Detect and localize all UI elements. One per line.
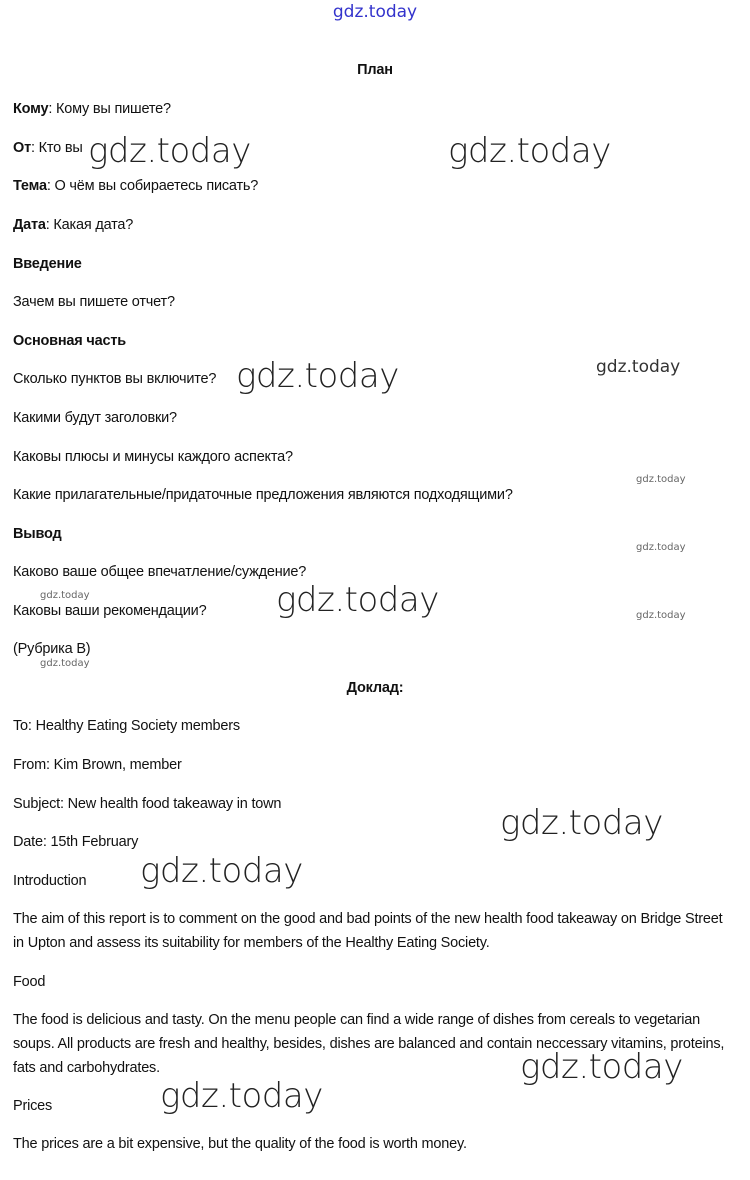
report-intro-heading: Introduction <box>13 873 87 889</box>
plan-conclusion-heading: Вывод <box>13 526 62 542</box>
watermark: gdz.today <box>500 803 663 843</box>
report-food-text: The food is delicious and tasty. On the menu people can find a wide range of dishes from cereals to vegetarian soups. All products are fresh and healthy, besides, dishes are balanced and contain neccessary vitamins, proteins, fats and carbohydrates. <box>13 1012 725 1076</box>
watermark: gdz.today <box>520 1047 683 1087</box>
report-food-heading: Food <box>13 974 46 990</box>
watermark-top: gdz.today <box>332 2 418 22</box>
watermark: gdz.today <box>276 580 439 620</box>
watermark: gdz.today <box>636 542 686 553</box>
watermark: gdz.today <box>236 356 399 396</box>
watermark: gdz.today <box>596 357 681 377</box>
plan-main-heading: Основная часть <box>13 333 126 349</box>
plan-date-label: Дата <box>13 217 46 233</box>
watermark: gdz.today <box>160 1076 323 1116</box>
plan-from <box>13 138 83 158</box>
report-title: Доклад: <box>346 680 404 696</box>
plan-rubric: (Рубрика B) <box>13 641 91 657</box>
plan-conclusion-question-2: Каковы ваши рекомендации? <box>13 603 207 619</box>
plan-intro-question: Зачем вы пишете отчет? <box>13 294 175 310</box>
report-prices-text: The prices are a bit expensive, but the quality of the food is worth money. <box>13 1136 467 1152</box>
report-prices-heading: Prices <box>13 1098 53 1114</box>
plan-subject <box>13 176 258 196</box>
report-date: Date: 15th February <box>13 834 139 850</box>
plan-main-question-1: Сколько пунктов вы включите? <box>13 371 217 387</box>
watermark: gdz.today <box>88 131 251 171</box>
watermark: gdz.today <box>140 851 303 891</box>
watermark: gdz.today <box>636 610 686 621</box>
plan-to-text: : Кому вы пишете? <box>48 101 171 117</box>
watermark: gdz.today <box>40 658 90 669</box>
plan-intro-heading: Введение <box>13 256 82 272</box>
plan-from-text: : Кто вы <box>30 140 83 156</box>
watermark: gdz.today <box>636 474 686 485</box>
plan-to-label: Кому <box>13 101 49 117</box>
plan-conclusion-question-1: Каково ваше общее впечатление/суждение? <box>13 564 307 580</box>
watermark: gdz.today <box>40 590 90 601</box>
plan-main-question-3: Каковы плюсы и минусы каждого аспекта? <box>13 449 293 465</box>
report-intro-text: The aim of this report is to comment on the good and bad points of the new health food takeaway on Bridge Street in Upton and assess its suitability for members of the Healthy Eating Society. <box>13 911 723 951</box>
plan-to <box>13 99 171 119</box>
report-to: To: Healthy Eating Society members <box>13 718 240 734</box>
plan-date-text: : Какая дата? <box>45 217 134 233</box>
plan-subject-text: : О чём вы собираетесь писать? <box>46 178 259 194</box>
report-subject: Subject: New health food takeaway in town <box>13 796 282 812</box>
plan-main-question-2: Какими будут заголовки? <box>13 410 177 426</box>
report-from: From: Kim Brown, member <box>13 757 182 773</box>
plan-subject-label: Тема <box>13 178 47 194</box>
watermark: gdz.today <box>448 131 611 171</box>
plan-date <box>13 215 133 235</box>
plan-from-label: От <box>13 140 31 156</box>
plan-main-question-4: Какие прилагательные/придаточные предложения являются подходящими? <box>13 487 513 503</box>
plan-title: План <box>357 62 393 78</box>
